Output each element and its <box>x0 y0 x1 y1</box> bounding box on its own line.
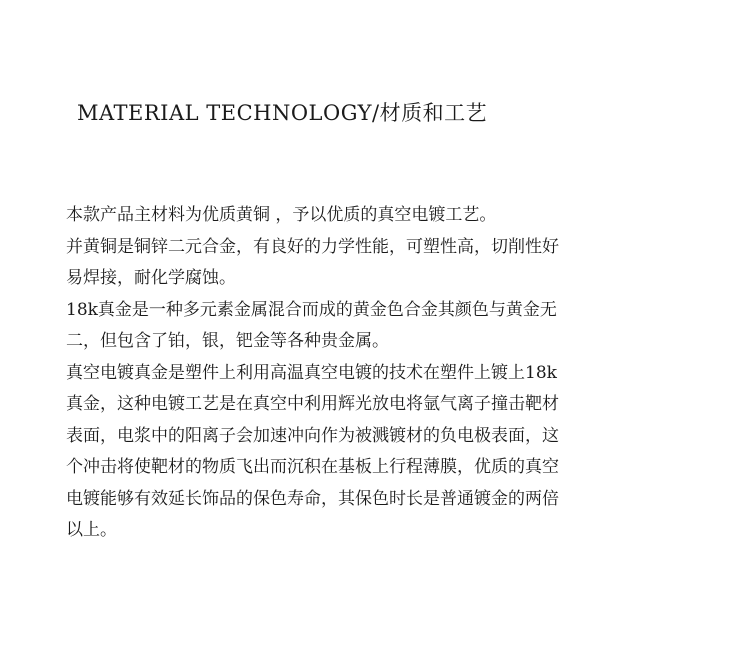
text-line: 真金，这种电镀工艺是在真空中利用辉光放电将氩气离子撞击靶材 <box>66 394 559 414</box>
text-line: 18k真金是一种多元素金属混合而成的黄金色合金其颜色与黄金无 <box>66 299 557 320</box>
section-title: MATERIAL TECHNOLOGY/材质和工艺 <box>77 101 488 125</box>
text-line: 个冲击将使靶材的物质飞出而沉积在基板上行程薄膜，优质的真空 <box>66 457 559 477</box>
text-line: 易焊接，耐化学腐蚀。 <box>66 268 236 288</box>
text-line: 以上。 <box>66 520 117 540</box>
text-line: 并黄铜是铜锌二元合金，有良好的力学性能，可塑性高，切削性好 <box>66 236 559 257</box>
text-line: 二，但包含了铂，银，钯金等各种贵金属。 <box>66 331 389 351</box>
description-body <box>66 200 666 547</box>
text-line: 真空电镀真金是塑件上利用高温真空电镀的技术在塑件上镀上18k <box>66 362 557 383</box>
text-line: 表面，电浆中的阳离子会加速冲向作为被溅镀材的负电极表面，这 <box>66 425 559 446</box>
text-line: 电镀能够有效延长饰品的保色寿命，其保色时长是普通镀金的两倍 <box>66 488 559 509</box>
text-line: 本款产品主材料为优质黄铜 ，予以优质的真空电镀工艺。 <box>66 205 497 225</box>
